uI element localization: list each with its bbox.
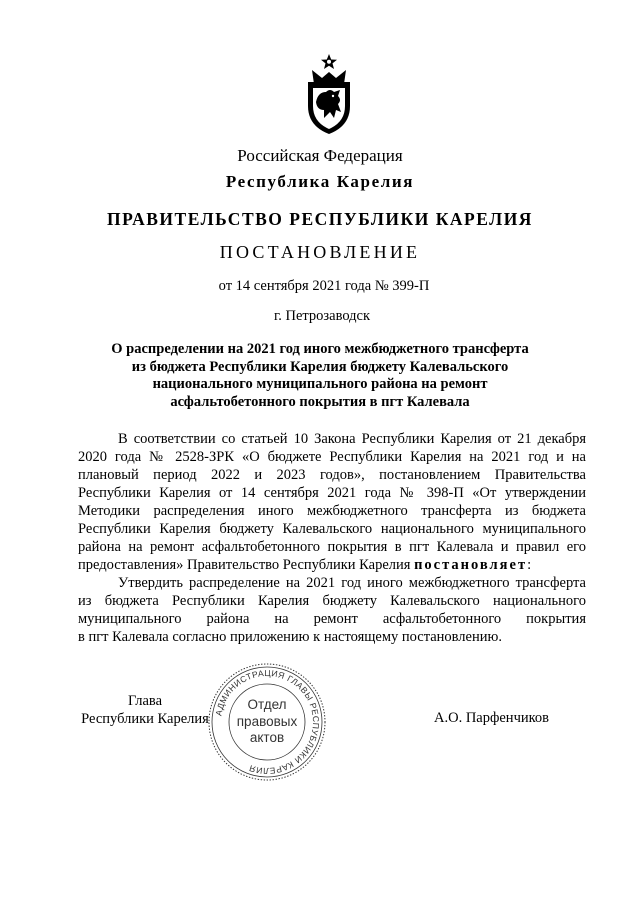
- body-text: предоставления» Правительство Республики Карелия: [78, 557, 411, 573]
- paragraph-resolution: [78, 574, 586, 646]
- karelia-coat-of-arms-icon: [300, 52, 358, 136]
- body-line: Республики Карелия от 14 сентября 2021 года № 398-П «От утверждении: [78, 485, 586, 501]
- signature-title: [78, 692, 212, 728]
- signature-title-line: Республики Карелия: [81, 711, 209, 727]
- paragraph-preamble: [78, 430, 586, 574]
- stamp-center-line: Отдел: [247, 697, 287, 712]
- subject-line: из бюджета Республики Карелия бюджету Калевальского: [131, 358, 509, 375]
- country-name: Российская Федерация: [237, 146, 403, 165]
- signatory-name: А.О. Парфенчиков: [434, 710, 550, 726]
- decree-word: постановляет: [414, 557, 528, 573]
- body-line: 2020 года № 2528-ЗРК «О бюджете Республики Карелия на 2021 год и на: [78, 449, 586, 465]
- body-line: Методики распределения иного межбюджетного трансферта из бюджета: [78, 503, 586, 519]
- stamp-ring-text: АДМИНИСТРАЦИЯ ГЛАВЫ РЕСПУБЛИКИ КАРЕЛИЯ: [213, 667, 322, 777]
- body-line: Утвердить распределение на 2021 год иного межбюджетного трансферта: [118, 575, 586, 591]
- stamp-center-line: правовых: [236, 714, 298, 729]
- document-type: ПОСТАНОВЛЕНИЕ: [219, 242, 421, 262]
- body-line-last: [78, 556, 586, 574]
- subject-line: О распределении на 2021 год иного межбюджетного трансферта: [111, 341, 529, 357]
- body-line: В соответствии со статьей 10 Закона Республики Карелия от 21 декабря: [118, 431, 586, 447]
- subject-line: асфальтобетонного покрытия в пгт Калевала: [170, 393, 470, 410]
- decree-colon: :: [527, 557, 532, 573]
- signature-title-line: Глава: [127, 693, 163, 709]
- document-subject: [80, 341, 560, 411]
- republic-name: Республика Карелия: [225, 172, 415, 191]
- body-line: муниципального района на ремонт асфальтобетонного покрытия: [78, 611, 586, 627]
- body-line-last: в пгт Калевала согласно приложению к настоящему постановлению.: [78, 629, 502, 645]
- stamp-seal: [205, 660, 329, 784]
- body-line: Республики Карелия бюджету Калевальского национального муниципального: [78, 521, 586, 537]
- stamp-center-line: актов: [249, 730, 285, 745]
- body-line: плановый период 2022 и 2023 годов», постановлением Правительства: [78, 467, 586, 483]
- government-title: ПРАВИТЕЛЬСТВО РЕСПУБЛИКИ КАРЕЛИЯ: [107, 209, 533, 229]
- document-body: [78, 430, 586, 646]
- body-line: района на ремонт асфальтобетонного покрытия в пгт Калевала и правил его: [78, 539, 586, 555]
- document-date-number: от 14 сентября 2021 года № 399-П: [218, 278, 430, 294]
- document-city: г. Петрозаводск: [273, 308, 371, 324]
- subject-line: национального муниципального района на ремонт: [152, 376, 488, 392]
- body-line: из бюджета Республики Карелия бюджету Калевальского национального: [78, 593, 586, 609]
